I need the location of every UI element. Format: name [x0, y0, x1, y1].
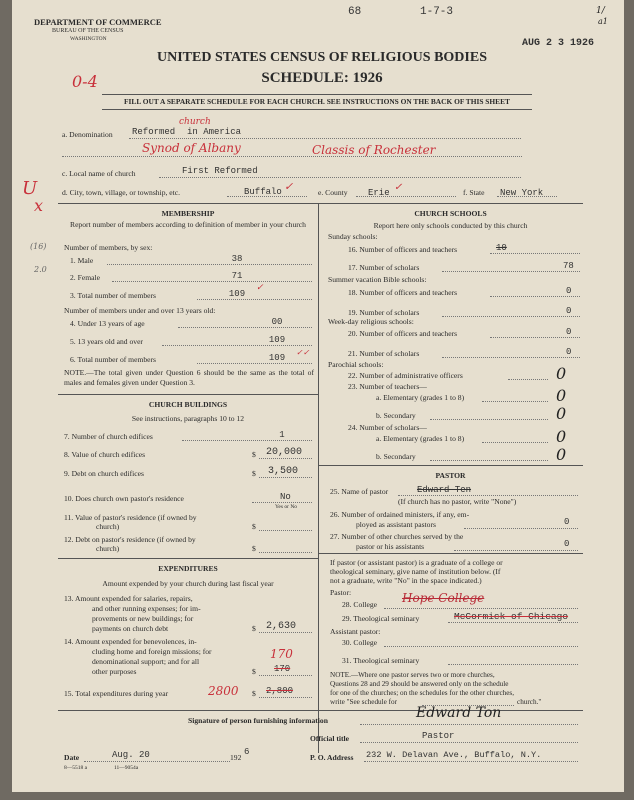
- yes-or-no-hint: Yes or No: [275, 504, 298, 510]
- q14-label-3: denominational support; and for all: [92, 657, 200, 666]
- total-expenditures-original: 2,800: [266, 686, 294, 696]
- q5-label: 5. 13 years old and over: [70, 337, 143, 346]
- schools-sub: Report here only schools conducted by this church: [373, 221, 528, 230]
- pastor-note-2: Questions 28 and 29 should be answered only on the schedule: [330, 680, 509, 688]
- q4-label: 4. Under 13 years of age: [70, 319, 145, 328]
- code-top: 1-7-3: [420, 6, 454, 18]
- corner-mark: 1/: [596, 6, 605, 16]
- q13-label-2: and other running expenses; for im-: [92, 604, 201, 613]
- local-name-label: c. Local name of church: [62, 169, 136, 178]
- q27-label-2: pastor or his assistants: [356, 542, 425, 551]
- year-suffix: 6: [244, 747, 250, 757]
- local-name-value: First Reformed: [182, 166, 258, 176]
- parochial-sec-scholars: 0: [556, 445, 567, 464]
- graduate-instruction-3: not a graduate, write "No" in the space indicated.): [330, 576, 482, 585]
- total-expenditures-corrected: 2800: [208, 684, 239, 698]
- dollar-sign: $: [252, 544, 256, 553]
- po-address: 232 W. Delavan Ave., Buffalo, N.Y.: [366, 750, 542, 760]
- q15-label: 15. Total expenditures during year: [64, 689, 169, 698]
- po-address-label: P. O. Address: [310, 753, 354, 762]
- pastor-note-5: church.": [517, 698, 542, 706]
- q23b-label: b. Secondary: [376, 411, 416, 420]
- dollar-sign: $: [252, 624, 256, 633]
- county-value: Erie: [368, 188, 390, 198]
- parochial-elem-teachers: 0: [556, 386, 567, 405]
- summer-label: Summer vacation Bible schools:: [328, 275, 427, 284]
- q11-label-2: church): [96, 522, 120, 531]
- parochial-officers: 0: [556, 364, 567, 383]
- margin-number-2: 2.0: [34, 265, 47, 274]
- summer-teachers: 0: [566, 286, 572, 296]
- signature: Edward Ton: [416, 705, 502, 721]
- parochial-elem-scholars: 0: [556, 427, 567, 446]
- margin-mark-u: U: [22, 178, 38, 199]
- q23-label: 23. Number of teachers—: [348, 382, 427, 391]
- received-stamp: AUG 2 3 1926: [522, 38, 595, 49]
- city-label: d. City, town, village, or township, etc.: [62, 188, 181, 197]
- expenditures-title: EXPENDITURES: [158, 564, 218, 573]
- corner-mark-2: a1: [598, 17, 608, 26]
- q22-label: 22. Number of administrative officers: [348, 371, 463, 380]
- owns-residence: No: [280, 492, 291, 502]
- graduate-instruction: If pastor (or assistant pastor) is a graduate of a college or: [330, 558, 503, 567]
- pastor-seminary: McCormick of Chicago: [454, 611, 569, 622]
- q13-label: 13. Amount expended for salaries, repairs,: [64, 594, 193, 603]
- total-members: 109: [228, 289, 246, 299]
- sunday-teachers: 10: [496, 243, 507, 253]
- summer-scholars: 0: [566, 306, 572, 316]
- membership-note: NOTE.—The total given under Question 6 should be the same as the total of males and females given under Question 3.: [64, 368, 314, 387]
- pastor-title: PASTOR: [435, 471, 466, 480]
- q20-label: 20. Number of officers and teachers: [348, 329, 458, 338]
- census-form: DEPARTMENT OF COMMERCE BUREAU OF THE CENSUS WASHINGTON 68 1-7-3 1/ a1 AUG 2 3 1926 UNITED STATES CENSUS OF RELIGIOUS BODIES SCHEDULE: 1926 0-4 FILL OUT A SEPARATE SCHEDULE FOR EACH CHURCH. SEE INSTRUCTIONS ON THE BACK OF THIS SHEET U x (16) 2.0 a. Denomination Reformed church in America Synod of Albany Classis of Rochester c. Local name of church First Reformed d. City, town, village, or township, etc. Buffalo ✓ e. County Erie ✓ f. State New York MEMBERSHIP Report number of members according to definition of member in your church Number of members, by sex: 1. Male 38 2. Female 71 3. Total number of members 109 ✓ Number of members under and over 13 years old: 4. Under 13 years of age 00 5. 13 years old and over 109 6. Total number of members 109 ✓✓ NOTE.—The total given under Question 6 should be the same as the total of males and females given under Question 3. CHURCH BUILDINGS See instructions, paragraphs 10 to 12 7. Number of church edifices 1 8. Value of church edifices $ 20,000 9. Debt on church edifices $ 3,500 10. Does church own pastor's residence No Yes or No 11. Value of pastor's residence (if owned by church) $ 12. Debt on pastor's residence (if owned by church) $ EXPENDITURES Amount expended by your church during last fiscal year 13. Amount expended for salaries, repairs, and other running expenses; for im- provements or new buildings; for payments on church debt $ 2,630 14. Amount expended for benevolences, in- cluding home and foreign missions; for denominational support; and for all other purposes 170 $ 170 15. Total expenditures during year 2800 $ 2,800 CHURCH SCHOOLS Report here only schools conducted by this church Sunday schools: 16. Number of officers and teachers 10 17. Number of scholars 78 Summer vacation Bible schools: 18. Number of officers and teachers 0 19. Number of scholars 0 Week-day religious schools: 20. Number of officers and teachers 0 21. Number of scholars 0 Parochial schools: 22. Number of administrative officers 0 23. Number of teachers— a. Elementary (grades 1 to 8) 0 b. Secondary 0 24. Number of scholars— a. Elementary (grades 1 to 8) 0 b. Secondary 0 PASTOR 25. Name of pastor Edward Ten (If church has no pastor, write "None") 26. Number of ordained ministers, if any, em- ployed as assistant pastors 0 27. Number of other churches served by the pastor or his assistants 0 If pastor (or assistant pastor) is a graduate of a college or theological seminary, give name of institution below. (If not a graduate, write "No" in the space indicated.) Pastor: 28. College Hope College 29. Theological seminary McCormick of Chicago Assistant pastor: 30. College 31. Theological seminary NOTE.—Where one pastor serves two or more churches, Questions 28 and 29 should be answered only on the schedule for one of the churches; on the schedules for the other churches, write "See schedule for church." Signature of person furnishing information Edward Ton Official title Pastor Date Aug. 20 192 6 P. O. Address 232 W. Delavan Ave., Buffalo, N.Y. 8—5518 a 11—9054a: [12, 0, 624, 792]
- buildings-sub: See instructions, paragraphs 10 to 12: [131, 414, 245, 423]
- running-expenses: 2,630: [266, 621, 297, 632]
- male-count: 38: [231, 254, 243, 264]
- q31-label: 31. Theological seminary: [342, 656, 420, 665]
- q6-label: 6. Total number of members: [70, 355, 157, 364]
- q19-label: 19. Number of scholars: [348, 308, 420, 317]
- benevolences-original: 170: [274, 664, 291, 674]
- q1-label: 1. Male: [70, 256, 94, 265]
- q12-label: 12. Debt on pastor's residence (if owned by: [64, 535, 196, 544]
- denomination-label: a. Denomination: [62, 130, 113, 139]
- denomination-value-2: in America: [187, 127, 242, 137]
- sunday-scholars: 78: [563, 261, 574, 271]
- form-title: UNITED STATES CENSUS OF RELIGIOUS BODIES: [156, 50, 487, 65]
- q26-label-2: ployed as assistant pastors: [356, 520, 436, 529]
- sex-label: Number of members, by sex:: [64, 243, 153, 252]
- edifice-value: 20,000: [266, 447, 303, 458]
- q3-label: 3. Total number of members: [70, 291, 157, 300]
- q10-label: 10. Does church own pastor's residence: [64, 494, 184, 503]
- benevolences-corrected: 170: [270, 647, 293, 661]
- parochial-label: Parochial schools:: [328, 360, 384, 369]
- dollar-sign: $: [252, 469, 256, 478]
- age-label: Number of members under and over 13 years old:: [64, 306, 216, 315]
- q2-label: 2. Female: [70, 273, 100, 282]
- pastor-subheading: Pastor:: [330, 588, 352, 597]
- q9-label: 9. Debt on church edifices: [64, 469, 144, 478]
- over-13: 109: [268, 335, 286, 345]
- other-churches: 0: [564, 539, 570, 549]
- state-label: f. State: [463, 188, 485, 197]
- buildings-title: CHURCH BUILDINGS: [148, 400, 228, 409]
- denomination-value: Reformed: [132, 127, 176, 137]
- official-title: Pastor: [422, 731, 455, 741]
- year-prefix: 192: [230, 753, 242, 762]
- sunday-label: Sunday schools:: [328, 232, 378, 241]
- q16-label: 16. Number of officers and teachers: [348, 245, 458, 254]
- pastor-none-hint: (If church has no pastor, write "None"): [398, 497, 517, 506]
- classis-name: Classis of Rochester: [312, 143, 436, 157]
- graduate-instruction-2: theological seminary, give name of institution below. (If: [330, 567, 501, 576]
- date-label: Date: [64, 753, 80, 762]
- q12-label-2: church): [96, 544, 120, 553]
- county-label: e. County: [318, 188, 348, 197]
- denomination-insert: church: [179, 117, 211, 127]
- instruction-line: FILL OUT A SEPARATE SCHEDULE FOR EACH CHURCH. SEE INSTRUCTIONS ON THE BACK OF THIS SHEET: [124, 97, 510, 106]
- city-name: WASHINGTON: [70, 36, 107, 42]
- form-number: 8—5518 a: [64, 765, 88, 771]
- q18-label: 18. Number of officers and teachers: [348, 288, 458, 297]
- q11-label: 11. Value of pastor's residence (if owned by: [64, 513, 197, 522]
- state-value: New York: [500, 188, 544, 198]
- church-edifices: 1: [279, 430, 285, 440]
- weekday-scholars: 0: [566, 347, 572, 357]
- schools-title: CHURCH SCHOOLS: [414, 209, 487, 218]
- weekday-label: Week-day religious schools:: [328, 317, 414, 326]
- q14-label-2: cluding home and foreign missions; for: [92, 647, 212, 656]
- q13-label-3: provements or new buildings; for: [92, 614, 194, 623]
- margin-mark-x: x: [34, 196, 44, 215]
- pastor-note: NOTE.—Where one pastor serves two or more churches,: [330, 671, 495, 679]
- code-left: 0-4: [72, 72, 98, 91]
- q25-label: 25. Name of pastor: [330, 487, 389, 496]
- q26-label: 26. Number of ordained ministers, if any, em-: [330, 510, 470, 519]
- file-number: 68: [348, 6, 362, 18]
- weekday-teachers: 0: [566, 327, 572, 337]
- edifice-debt: 3,500: [268, 466, 299, 477]
- q30-label: 30. College: [342, 638, 378, 647]
- female-count: 71: [231, 271, 243, 281]
- q24-label: 24. Number of scholars—: [348, 423, 427, 432]
- dollar-sign: $: [252, 522, 256, 531]
- q13-label-4: payments on church debt: [92, 624, 169, 633]
- total-members-age: 109: [268, 353, 286, 363]
- q24b-label: b. Secondary: [376, 452, 416, 461]
- bureau-name: BUREAU OF THE CENSUS: [52, 28, 124, 34]
- dollar-sign: $: [252, 667, 256, 676]
- form-number-2: 11—9054a: [114, 765, 139, 771]
- q8-label: 8. Value of church edifices: [64, 450, 146, 459]
- pastor-note-4: write "See schedule for: [330, 698, 397, 706]
- assistant-pastors: 0: [564, 517, 570, 527]
- pastor-college: Hope College: [402, 591, 485, 605]
- q27-label: 27. Number of other churches served by the: [330, 532, 464, 541]
- membership-sub: Report number of members according to definition of member in your church: [70, 220, 306, 229]
- q14-label-4: other purposes: [92, 667, 137, 676]
- synod-name: Synod of Albany: [142, 141, 241, 155]
- date-value: Aug. 20: [112, 750, 150, 760]
- parochial-sec-teachers: 0: [556, 404, 567, 423]
- membership-title: MEMBERSHIP: [161, 209, 215, 218]
- official-title-label: Official title: [310, 734, 350, 743]
- assistant-subheading: Assistant pastor:: [330, 627, 381, 636]
- under-13: 00: [271, 317, 283, 327]
- pastor-note-3: for one of the churches; on the schedules for the other churches,: [330, 689, 515, 697]
- pastor-name: Edward Ten: [417, 485, 472, 495]
- q21-label: 21. Number of scholars: [348, 349, 420, 358]
- q7-label: 7. Number of church edifices: [64, 432, 153, 441]
- q14-label: 14. Amount expended for benevolences, in-: [64, 637, 197, 646]
- expenditures-sub: Amount expended by your church during last fiscal year: [102, 579, 274, 588]
- q29-label: 29. Theological seminary: [342, 614, 420, 623]
- q17-label: 17. Number of scholars: [348, 263, 420, 272]
- margin-number: (16): [30, 242, 47, 251]
- city-value: Buffalo: [244, 187, 282, 197]
- dollar-sign: $: [252, 450, 256, 459]
- dollar-sign: $: [252, 689, 256, 698]
- q23a-label: a. Elementary (grades 1 to 8): [376, 393, 465, 402]
- q28-label: 28. College: [342, 600, 378, 609]
- schedule-title: SCHEDULE: 1926: [261, 70, 383, 86]
- q24a-label: a. Elementary (grades 1 to 8): [376, 434, 465, 443]
- signature-label: Signature of person furnishing information: [188, 716, 328, 725]
- department-name: DEPARTMENT OF COMMERCE: [34, 17, 162, 27]
